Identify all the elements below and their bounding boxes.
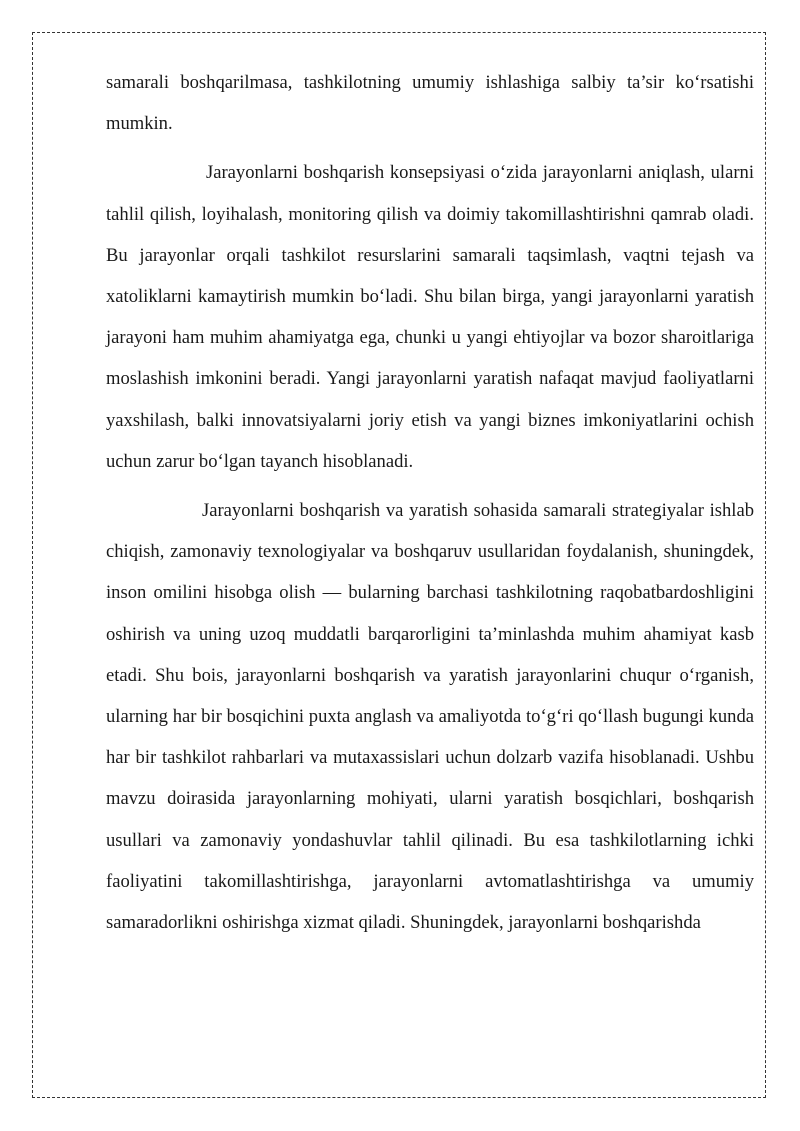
- paragraph-1: samarali boshqarilmasa, tashkilotning umumiy ishlashiga salbiy ta’sir ko‘rsatishi mumkin.: [106, 72, 754, 135]
- document-body: [106, 62, 754, 943]
- paragraph-2: Jarayonlarni boshqarish konsepsiyasi o‘zida jarayonlarni aniqlash, ularni tahlil qilish, loyihalash, monitoring qilish va doimiy takomillashtirishni qamrab oladi. Bu jarayonlar orqali tashkilot resurslarini samarali taqsimlash, vaqtni tejash va xatoliklarni kamaytirish mumkin bo‘ladi. Shu bilan birga, yangi jarayonlarni yaratish jarayoni ham muhim ahamiyatga ega, chunki u yangi ehtiyojlar va bozor sharoitlariga moslashish imkonini beradi. Yangi jarayonlarni yaratish nafaqat mavjud faoliyatlarni yaxshilash, balki innovatsiyalarni joriy etish va yangi biznes imkoniyatlarini ochish uchun zarur bo‘lgan tayanch hisoblanadi.: [106, 162, 754, 472]
- paragraph-3: Jarayonlarni boshqarish va yaratish sohasida samarali strategiyalar ishlab chiqish, zamonaviy texnologiyalar va boshqaruv usullaridan foydalanish, shuningdek, inson omilini hisobga olish — bularning barchasi tashkilotning raqobatbardoshligini oshirish va uning uzoq muddatli barqarorligini ta’minlashda muhim ahamiyat kasb etadi. Shu bois, jarayonlarni boshqarish va yaratish jarayonlarini chuqur o‘rganish, ularning har bir bosqichini puxta anglash va amaliyotda to‘g‘ri qo‘llash bugungi kunda har bir tashkilot rahbarlari va mutaxassislari uchun dolzarb vazifa hisoblanadi. Ushbu mavzu doirasida jarayonlarning mohiyati, ularni yaratish bosqichlari, boshqarish usullari va zamonaviy yondashuvlar tahlil qilinadi. Bu esa tashkilotlarning ichki faoliyatini takomillashtirishga, jarayonlarni avtomatlashtirishga va umumiy samaradorlikni oshirishga xizmat qiladi. Shuningdek, jarayonlarni boshqarishda: [106, 500, 754, 934]
